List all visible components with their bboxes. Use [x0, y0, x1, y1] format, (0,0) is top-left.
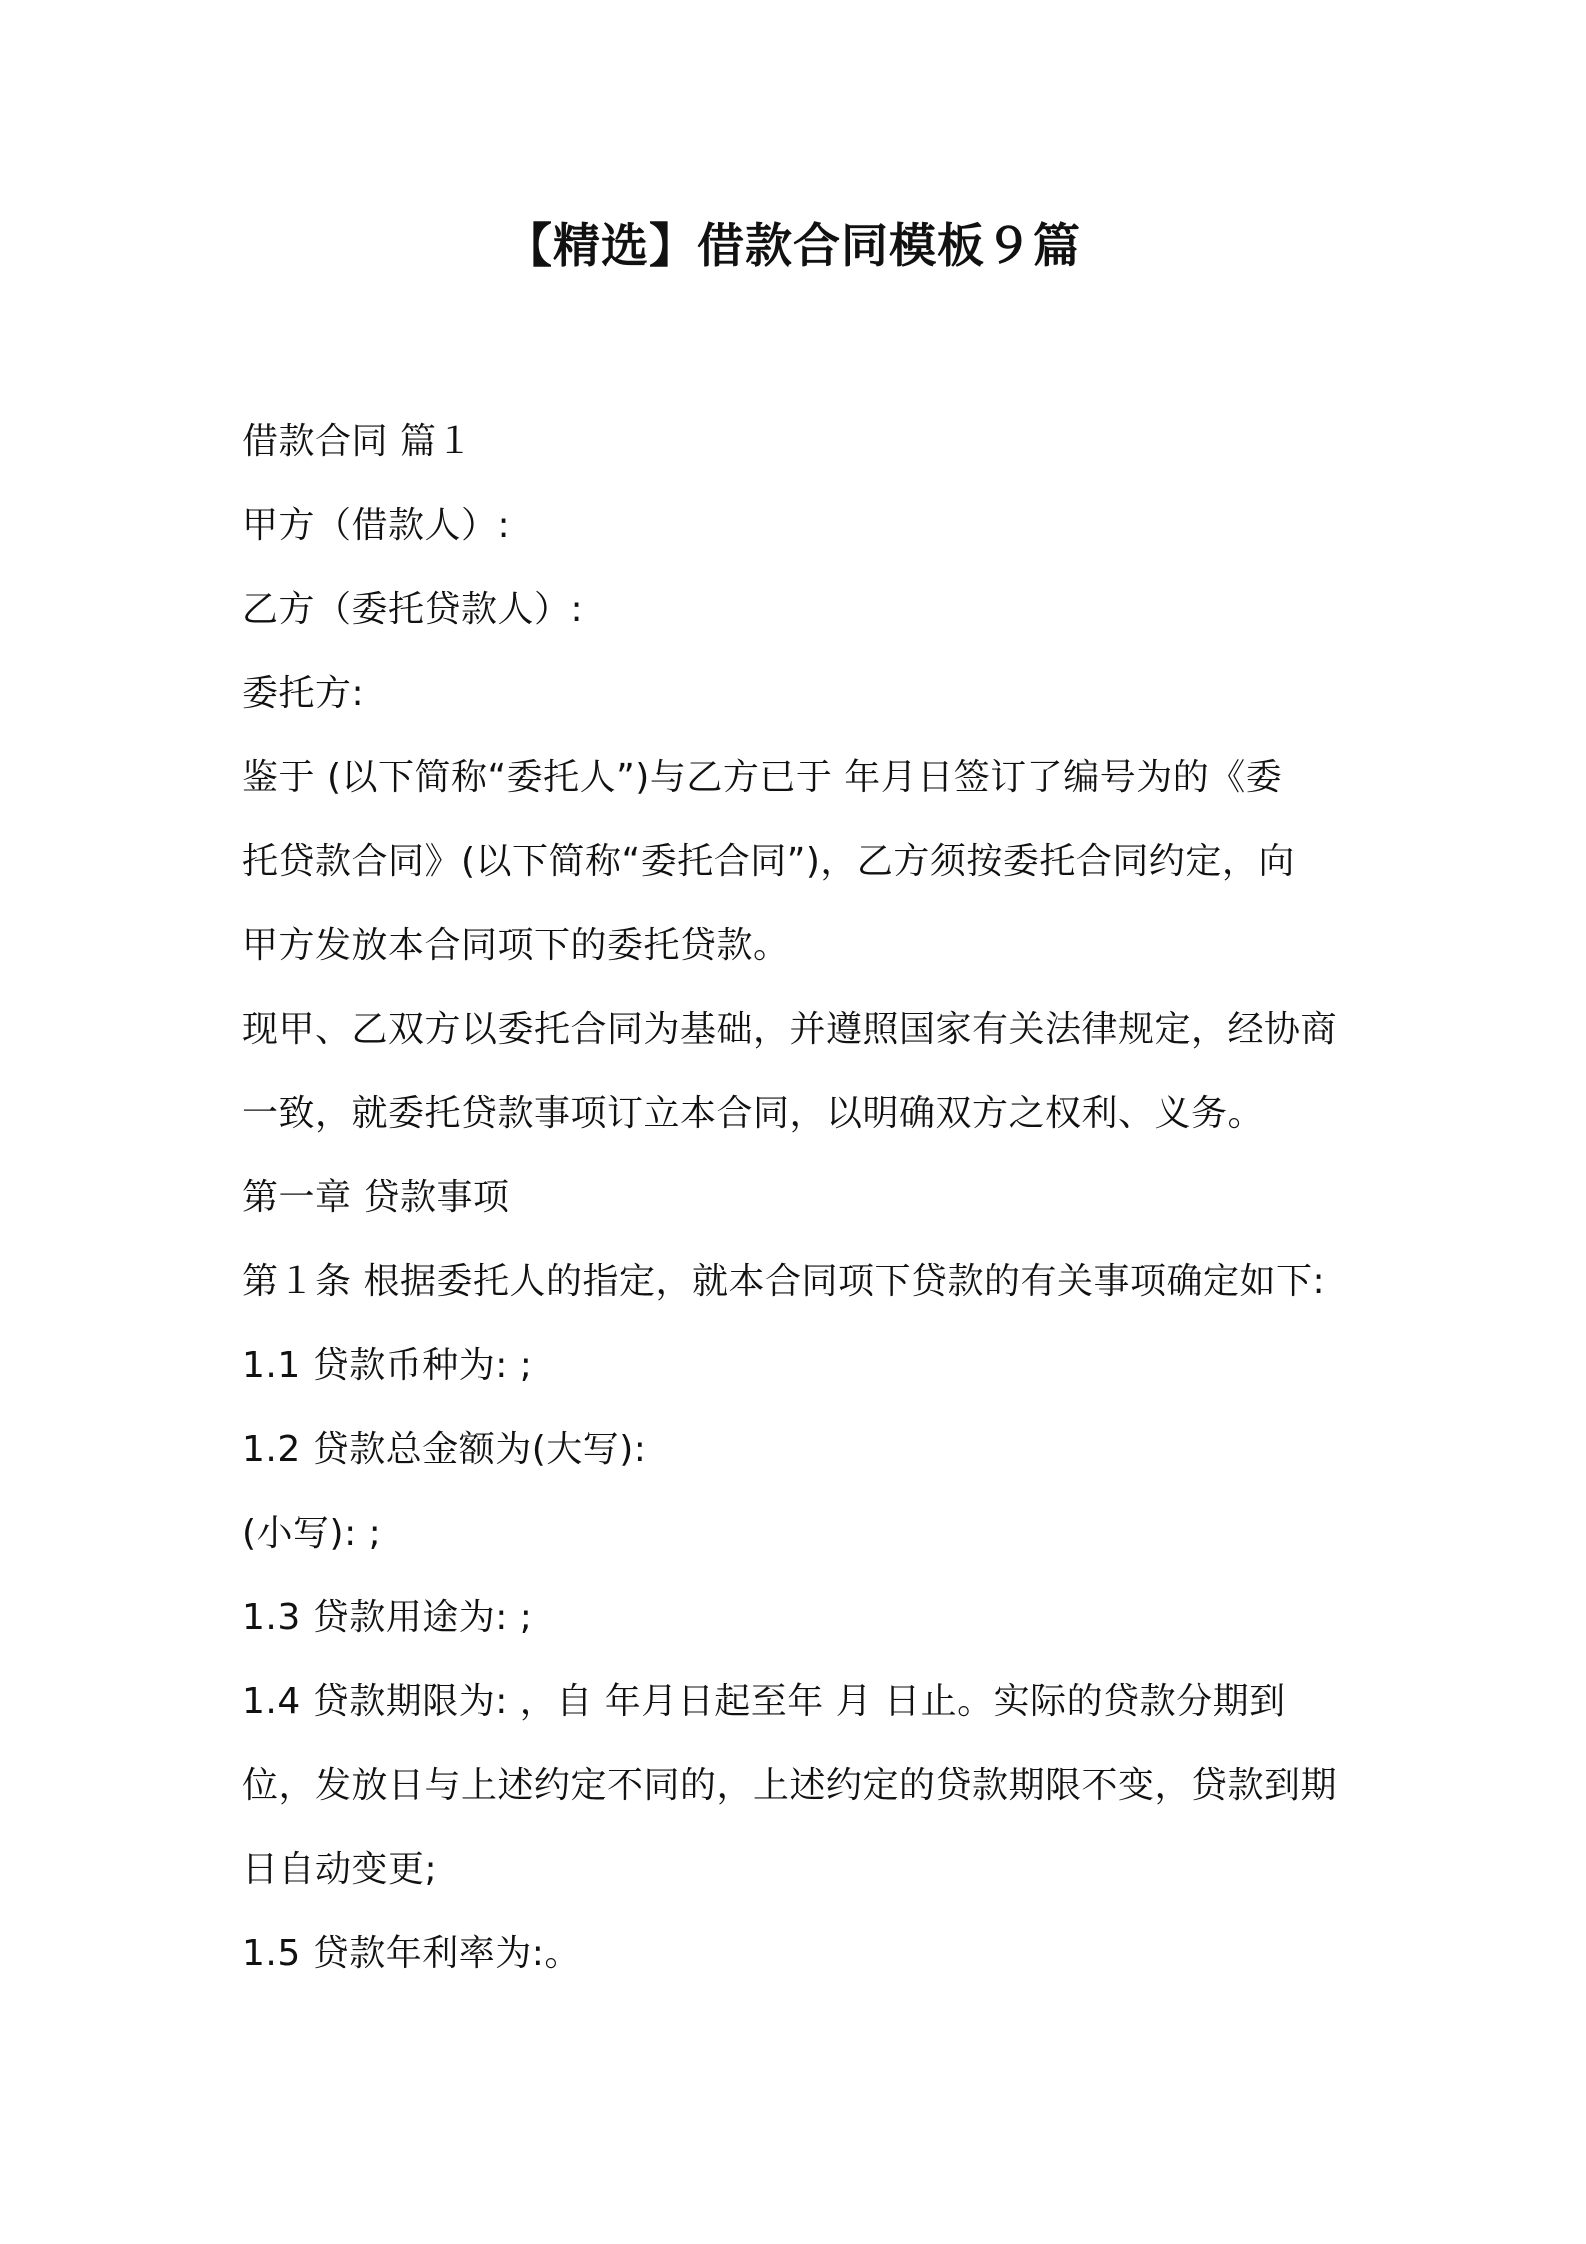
paragraph-line: 一致，就委托贷款事项订立本合同，以明确双方之权利、义务。	[242, 1093, 1265, 1134]
clause-line: 位，发放日与上述约定不同的，上述约定的贷款期限不变，贷款到期	[242, 1765, 1338, 1806]
party-a-line: 甲方（借款人）:	[242, 505, 511, 546]
clause-line: 1.1 贷款币种为: ;	[242, 1345, 533, 1386]
paragraph-line: 鉴于 (以下简称“委托人”)与乙方已于 年月日签订了编号为的《委	[242, 757, 1283, 798]
clause-line: 1.5 贷款年利率为:。	[242, 1933, 581, 1974]
paragraph-line: 托贷款合同》(以下简称“委托合同”)，乙方须按委托合同约定，向	[242, 841, 1295, 882]
clause-line: 1.4 贷款期限为: ，自 年月日起至年 月 日止。实际的贷款分期到	[242, 1681, 1286, 1722]
party-b-line: 乙方（委托贷款人）:	[242, 589, 584, 630]
paragraph-line: 甲方发放本合同项下的委托贷款。	[242, 925, 790, 966]
clause-line: 日自动变更;	[242, 1849, 438, 1890]
clause-line: (小写): ;	[242, 1513, 382, 1554]
paragraph-line: 现甲、乙双方以委托合同为基础，并遵照国家有关法律规定，经协商	[242, 1009, 1338, 1050]
entrusting-party-line: 委托方:	[242, 673, 365, 714]
chapter-heading: 第一章 贷款事项	[242, 1177, 510, 1218]
document-body	[242, 400, 1372, 1996]
document-title: 【精选】借款合同模板９篇	[505, 219, 1081, 274]
section-heading: 借款合同 篇１	[242, 421, 473, 462]
article-line: 第１条 根据委托人的指定，就本合同项下贷款的有关事项确定如下:	[242, 1261, 1326, 1302]
clause-line: 1.3 贷款用途为: ;	[242, 1597, 533, 1638]
clause-line: 1.2 贷款总金额为(大写):	[242, 1429, 647, 1470]
